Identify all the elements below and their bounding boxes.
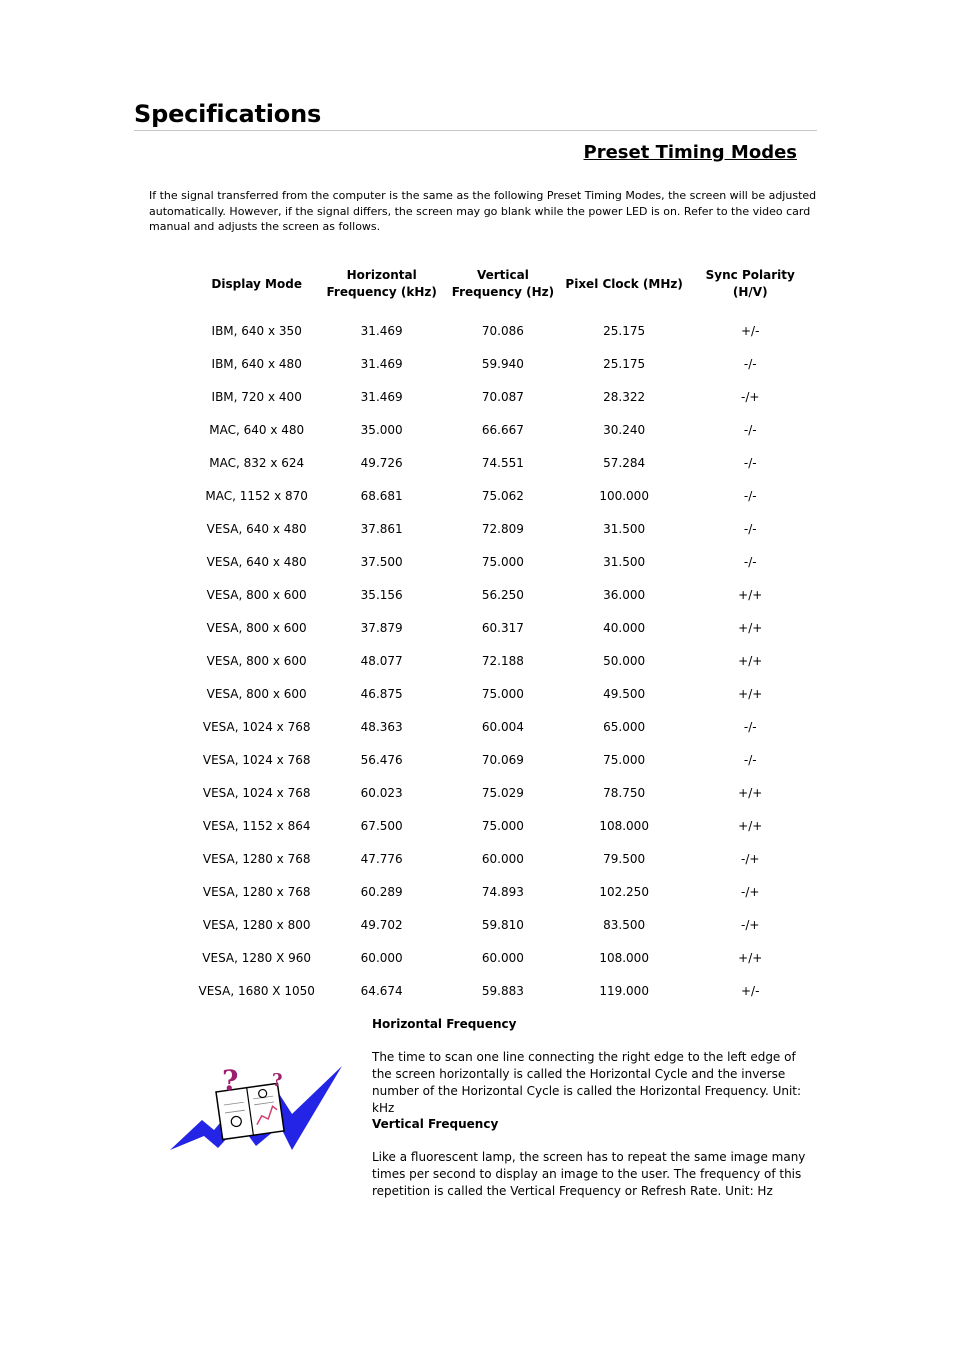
vertical-frequency-cell: 70.087 (481, 389, 524, 404)
table-row (195, 941, 813, 974)
display-mode-cell: VESA, 640 x 480 (206, 521, 307, 536)
display-mode-cell: VESA, 800 x 600 (206, 686, 307, 701)
horizontal-frequency-cell: 37.861 (360, 521, 403, 536)
horizontal-frequency-title: Horizontal Frequency (372, 1017, 517, 1031)
display-mode-cell: VESA, 800 x 600 (206, 620, 307, 635)
sync-polarity-cell: +/+ (738, 653, 763, 668)
pixel-clock-cell: 65.000 (603, 719, 646, 734)
display-mode-cell: VESA, 800 x 600 (206, 653, 307, 668)
table-row (195, 842, 813, 875)
display-mode-cell: VESA, 1280 x 800 (202, 917, 311, 932)
pixel-clock-cell: 31.500 (603, 554, 646, 569)
page-title: Specifications (134, 100, 322, 128)
display-mode-cell: VESA, 1024 x 768 (202, 719, 311, 734)
table-row (195, 347, 813, 380)
sync-polarity-cell: +/+ (738, 620, 763, 635)
pixel-clock-cell: 102.250 (599, 884, 649, 899)
display-mode-cell: VESA, 800 x 600 (206, 587, 307, 602)
sync-polarity-cell: +/+ (738, 686, 763, 701)
vertical-frequency-cell: 70.069 (481, 752, 524, 767)
sync-polarity-cell: +/+ (738, 818, 763, 833)
table-row (195, 974, 813, 1007)
sync-polarity-cell: +/- (741, 323, 760, 338)
sync-polarity-cell: -/- (743, 752, 757, 767)
horizontal-frequency-cell: 35.000 (360, 422, 403, 437)
pixel-clock-cell: 108.000 (599, 950, 649, 965)
table-row (195, 809, 813, 842)
vertical-frequency-title: Vertical Frequency (372, 1117, 499, 1131)
vertical-frequency-cell: 75.000 (481, 818, 524, 833)
sync-polarity-cell: +/+ (738, 785, 763, 800)
horizontal-frequency-cell: 31.469 (360, 323, 403, 338)
vertical-frequency-cell: 60.004 (481, 719, 524, 734)
sync-polarity-cell: -/+ (741, 884, 760, 899)
display-mode-cell: MAC, 832 x 624 (209, 455, 305, 470)
sync-polarity-cell: -/- (743, 488, 757, 503)
sync-polarity-cell: +/+ (738, 587, 763, 602)
horizontal-frequency-cell: 35.156 (360, 587, 403, 602)
vertical-frequency-cell: 75.000 (481, 554, 524, 569)
horizontal-frequency-cell: 46.875 (360, 686, 403, 701)
display-mode-cell: MAC, 1152 x 870 (205, 488, 308, 503)
table-row (195, 413, 813, 446)
display-mode-cell: IBM, 640 x 480 (211, 356, 302, 371)
vertical-frequency-cell: 72.188 (481, 653, 524, 668)
sync-polarity-cell: -/+ (741, 389, 760, 404)
header-vertical-frequency: Vertical Frequency (Hz) (451, 268, 555, 299)
horizontal-frequency-cell: 47.776 (360, 851, 403, 866)
table-header-row (195, 254, 813, 314)
display-mode-cell: VESA, 1280 x 768 (202, 851, 311, 866)
svg-text:?: ? (272, 1070, 283, 1091)
sync-polarity-cell: +/+ (738, 950, 763, 965)
horizontal-frequency-cell: 60.000 (360, 950, 403, 965)
vertical-frequency-cell: 72.809 (481, 521, 524, 536)
table-row (195, 611, 813, 644)
pixel-clock-cell: 100.000 (599, 488, 649, 503)
horizontal-frequency-cell: 60.023 (360, 785, 403, 800)
header-horizontal-frequency: Horizontal Frequency (kHz) (326, 268, 437, 299)
pixel-clock-cell: 79.500 (603, 851, 646, 866)
table-row (195, 710, 813, 743)
table-row (195, 908, 813, 941)
display-mode-cell: VESA, 1680 X 1050 (198, 983, 315, 998)
pixel-clock-cell: 83.500 (603, 917, 646, 932)
vertical-frequency-cell: 56.250 (481, 587, 524, 602)
vertical-frequency-cell: 66.667 (481, 422, 524, 437)
preset-timing-table (195, 254, 813, 1007)
horizontal-frequency-cell: 37.879 (360, 620, 403, 635)
pixel-clock-cell: 57.284 (603, 455, 646, 470)
vertical-frequency-cell: 74.893 (481, 884, 524, 899)
display-mode-cell: MAC, 640 x 480 (209, 422, 305, 437)
table-row (195, 644, 813, 677)
pixel-clock-cell: 108.000 (599, 818, 649, 833)
table-row (195, 743, 813, 776)
horizontal-frequency-cell: 49.726 (360, 455, 403, 470)
sync-polarity-cell: -/- (743, 422, 757, 437)
pixel-clock-cell: 25.175 (603, 323, 646, 338)
sync-polarity-cell: -/+ (741, 851, 760, 866)
pixel-clock-cell: 78.750 (603, 785, 646, 800)
vertical-frequency-cell: 75.000 (481, 686, 524, 701)
pixel-clock-cell: 28.322 (603, 389, 646, 404)
pixel-clock-cell: 49.500 (603, 686, 646, 701)
display-mode-cell: VESA, 1024 x 768 (202, 752, 311, 767)
display-mode-cell: VESA, 1152 x 864 (202, 818, 311, 833)
pixel-clock-cell: 75.000 (603, 752, 646, 767)
table-row (195, 446, 813, 479)
vertical-frequency-cell: 60.317 (481, 620, 524, 635)
display-mode-cell: VESA, 640 x 480 (206, 554, 307, 569)
vertical-frequency-cell: 60.000 (481, 851, 524, 866)
pixel-clock-cell: 50.000 (603, 653, 646, 668)
header-pixel-clock: Pixel Clock (MHz) (565, 276, 683, 291)
horizontal-frequency-cell: 60.289 (360, 884, 403, 899)
table-row (195, 578, 813, 611)
pixel-clock-cell: 119.000 (599, 983, 649, 998)
table-row (195, 875, 813, 908)
sync-polarity-cell: -/- (743, 554, 757, 569)
horizontal-frequency-cell: 48.077 (360, 653, 403, 668)
vertical-frequency-cell: 59.940 (481, 356, 524, 371)
header-sync-polarity: Sync Polarity (H/V) (705, 268, 795, 299)
horizontal-frequency-cell: 49.702 (360, 917, 403, 932)
pixel-clock-cell: 30.240 (603, 422, 646, 437)
table-row (195, 314, 813, 347)
vertical-frequency-cell: 59.810 (481, 917, 524, 932)
horizontal-frequency-cell: 31.469 (360, 389, 403, 404)
table-row (195, 677, 813, 710)
sync-polarity-cell: +/- (741, 983, 760, 998)
horizontal-frequency-cell: 31.469 (360, 356, 403, 371)
question-book-icon (168, 1062, 344, 1154)
sync-polarity-cell: -/- (743, 719, 757, 734)
display-mode-cell: IBM, 640 x 350 (211, 323, 302, 338)
vertical-frequency-text: Like a fluorescent lamp, the screen has to repeat the same image many times per second to display an image to the user. The frequency of this repetition is called the Vertical Frequency or Refresh Rate. Unit: Hz (372, 1150, 806, 1198)
pixel-clock-cell: 31.500 (603, 521, 646, 536)
table-row (195, 545, 813, 578)
sync-polarity-cell: -/- (743, 356, 757, 371)
horizontal-frequency-cell: 48.363 (360, 719, 403, 734)
horizontal-frequency-cell: 37.500 (360, 554, 403, 569)
pixel-clock-cell: 25.175 (603, 356, 646, 371)
table-row (195, 776, 813, 809)
vertical-frequency-cell: 74.551 (481, 455, 524, 470)
svg-text:?: ? (222, 1064, 239, 1097)
table-row (195, 479, 813, 512)
horizontal-frequency-cell: 64.674 (360, 983, 403, 998)
title-divider (134, 130, 817, 131)
vertical-frequency-cell: 75.062 (481, 488, 524, 503)
vertical-frequency-cell: 60.000 (481, 950, 524, 965)
section-title: Preset Timing Modes (583, 142, 797, 163)
display-mode-cell: VESA, 1280 X 960 (202, 950, 312, 965)
table-row (195, 512, 813, 545)
horizontal-frequency-cell: 68.681 (360, 488, 403, 503)
vertical-frequency-cell: 70.086 (481, 323, 524, 338)
header-display-mode: Display Mode (211, 276, 302, 291)
sync-polarity-cell: -/+ (741, 917, 760, 932)
intro-paragraph: If the signal transferred from the computer is the same as the following Preset Timing Modes, the screen will be adjusted automatically. However, if the signal differs, the screen may go blank while the power LED is on. Refer to the video card manual and adjusts the screen as follows. (149, 189, 817, 233)
sync-polarity-cell: -/- (743, 455, 757, 470)
display-mode-cell: IBM, 720 x 400 (211, 389, 302, 404)
horizontal-frequency-cell: 56.476 (360, 752, 403, 767)
sync-polarity-cell: -/- (743, 521, 757, 536)
pixel-clock-cell: 40.000 (603, 620, 646, 635)
display-mode-cell: VESA, 1024 x 768 (202, 785, 311, 800)
horizontal-frequency-cell: 67.500 (360, 818, 403, 833)
display-mode-cell: VESA, 1280 x 768 (202, 884, 311, 899)
vertical-frequency-cell: 59.883 (481, 983, 524, 998)
horizontal-frequency-text: The time to scan one line connecting the right edge to the left edge of the screen horizontally is called the Horizontal Cycle and the inverse number of the Horizontal Cycle is called the Horizontal Frequency. Unit: kHz (372, 1050, 802, 1115)
pixel-clock-cell: 36.000 (603, 587, 646, 602)
table-row (195, 380, 813, 413)
vertical-frequency-cell: 75.029 (481, 785, 524, 800)
